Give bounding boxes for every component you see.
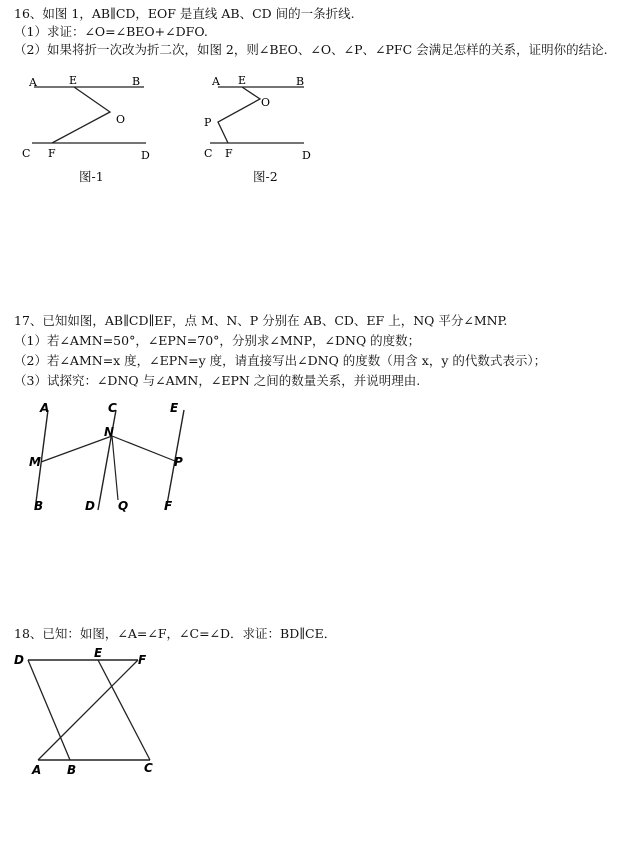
p16-line1: 16、如图 1，AB∥CD，EOF 是直线 AB、CD 间的一条折线. — [14, 6, 355, 21]
label-o: O — [261, 96, 271, 109]
label-n: N — [104, 425, 115, 439]
label-p: P — [204, 116, 212, 129]
segment-fa — [38, 660, 138, 760]
label-q: Q — [118, 499, 129, 513]
figure-2-diagram — [198, 68, 318, 168]
polyline-eopf — [218, 87, 260, 143]
polyline-eof — [52, 87, 110, 143]
label-c: C — [204, 147, 213, 160]
label-o: O — [116, 113, 126, 126]
label-a: A — [32, 763, 42, 777]
p17-line2: （1）若∠AMN=50°，∠EPN=70°，分别求∠MNP，∠DNQ 的度数； — [14, 333, 421, 348]
p16-line3: （2）如果将折一次改为折二次，如图 2，则∠BEO、∠O、∠P、∠PFC 会满足怎样的关系，证明你的结论. — [14, 42, 608, 57]
segment-mn — [41, 436, 112, 462]
label-e: E — [69, 74, 78, 87]
label-p: P — [174, 455, 183, 469]
label-f: F — [225, 147, 233, 160]
label-d: D — [14, 653, 24, 667]
label-a: A — [40, 401, 50, 415]
label-f: F — [138, 653, 147, 667]
label-e: E — [238, 74, 247, 87]
p18-line1: 18、已知：如图，∠A=∠F，∠C=∠D．求证：BD∥CE． — [14, 626, 337, 641]
figure-18-diagram — [8, 648, 168, 778]
label-a: A — [29, 76, 37, 89]
figure-2-caption: 图-2 — [253, 169, 278, 184]
label-f: F — [48, 147, 56, 160]
label-f: F — [164, 499, 173, 513]
label-e: E — [94, 648, 103, 660]
label-c: C — [108, 401, 117, 415]
label-c: C — [144, 761, 153, 775]
label-b: B — [34, 499, 44, 513]
figure-17-diagram — [24, 398, 204, 520]
p16-line2: （1）求证：∠O=∠BEO+∠DFO. — [14, 24, 208, 39]
label-e: E — [170, 401, 179, 415]
label-c: C — [22, 147, 31, 160]
label-d: D — [85, 499, 95, 513]
label-b: B — [132, 75, 141, 88]
p17-line1: 17、已知如图，AB∥CD∥EF，点 M、N、P 分别在 AB、CD、EF 上，NQ 平分∠MNP. — [14, 313, 508, 328]
label-d: D — [141, 149, 150, 162]
p17-line4: （3）试探究：∠DNQ 与∠AMN，∠EPN 之间的数量关系，并说明理由. — [14, 373, 421, 388]
label-m: M — [29, 455, 41, 469]
label-b: B — [296, 75, 305, 88]
segment-ec — [98, 660, 150, 760]
figure-1-diagram — [16, 68, 156, 168]
label-b: B — [67, 763, 77, 777]
label-a: A — [212, 75, 220, 88]
label-d: D — [302, 149, 311, 162]
segment-nq — [112, 436, 118, 500]
figure-1-caption: 图-1 — [79, 169, 104, 184]
p17-line3: （2）若∠AMN=x 度，∠EPN=y 度，请直接写出∠DNQ 的度数（用含 x，y 的代数式表示）； — [14, 353, 547, 368]
segment-np — [112, 436, 175, 461]
segment-db — [28, 660, 70, 760]
